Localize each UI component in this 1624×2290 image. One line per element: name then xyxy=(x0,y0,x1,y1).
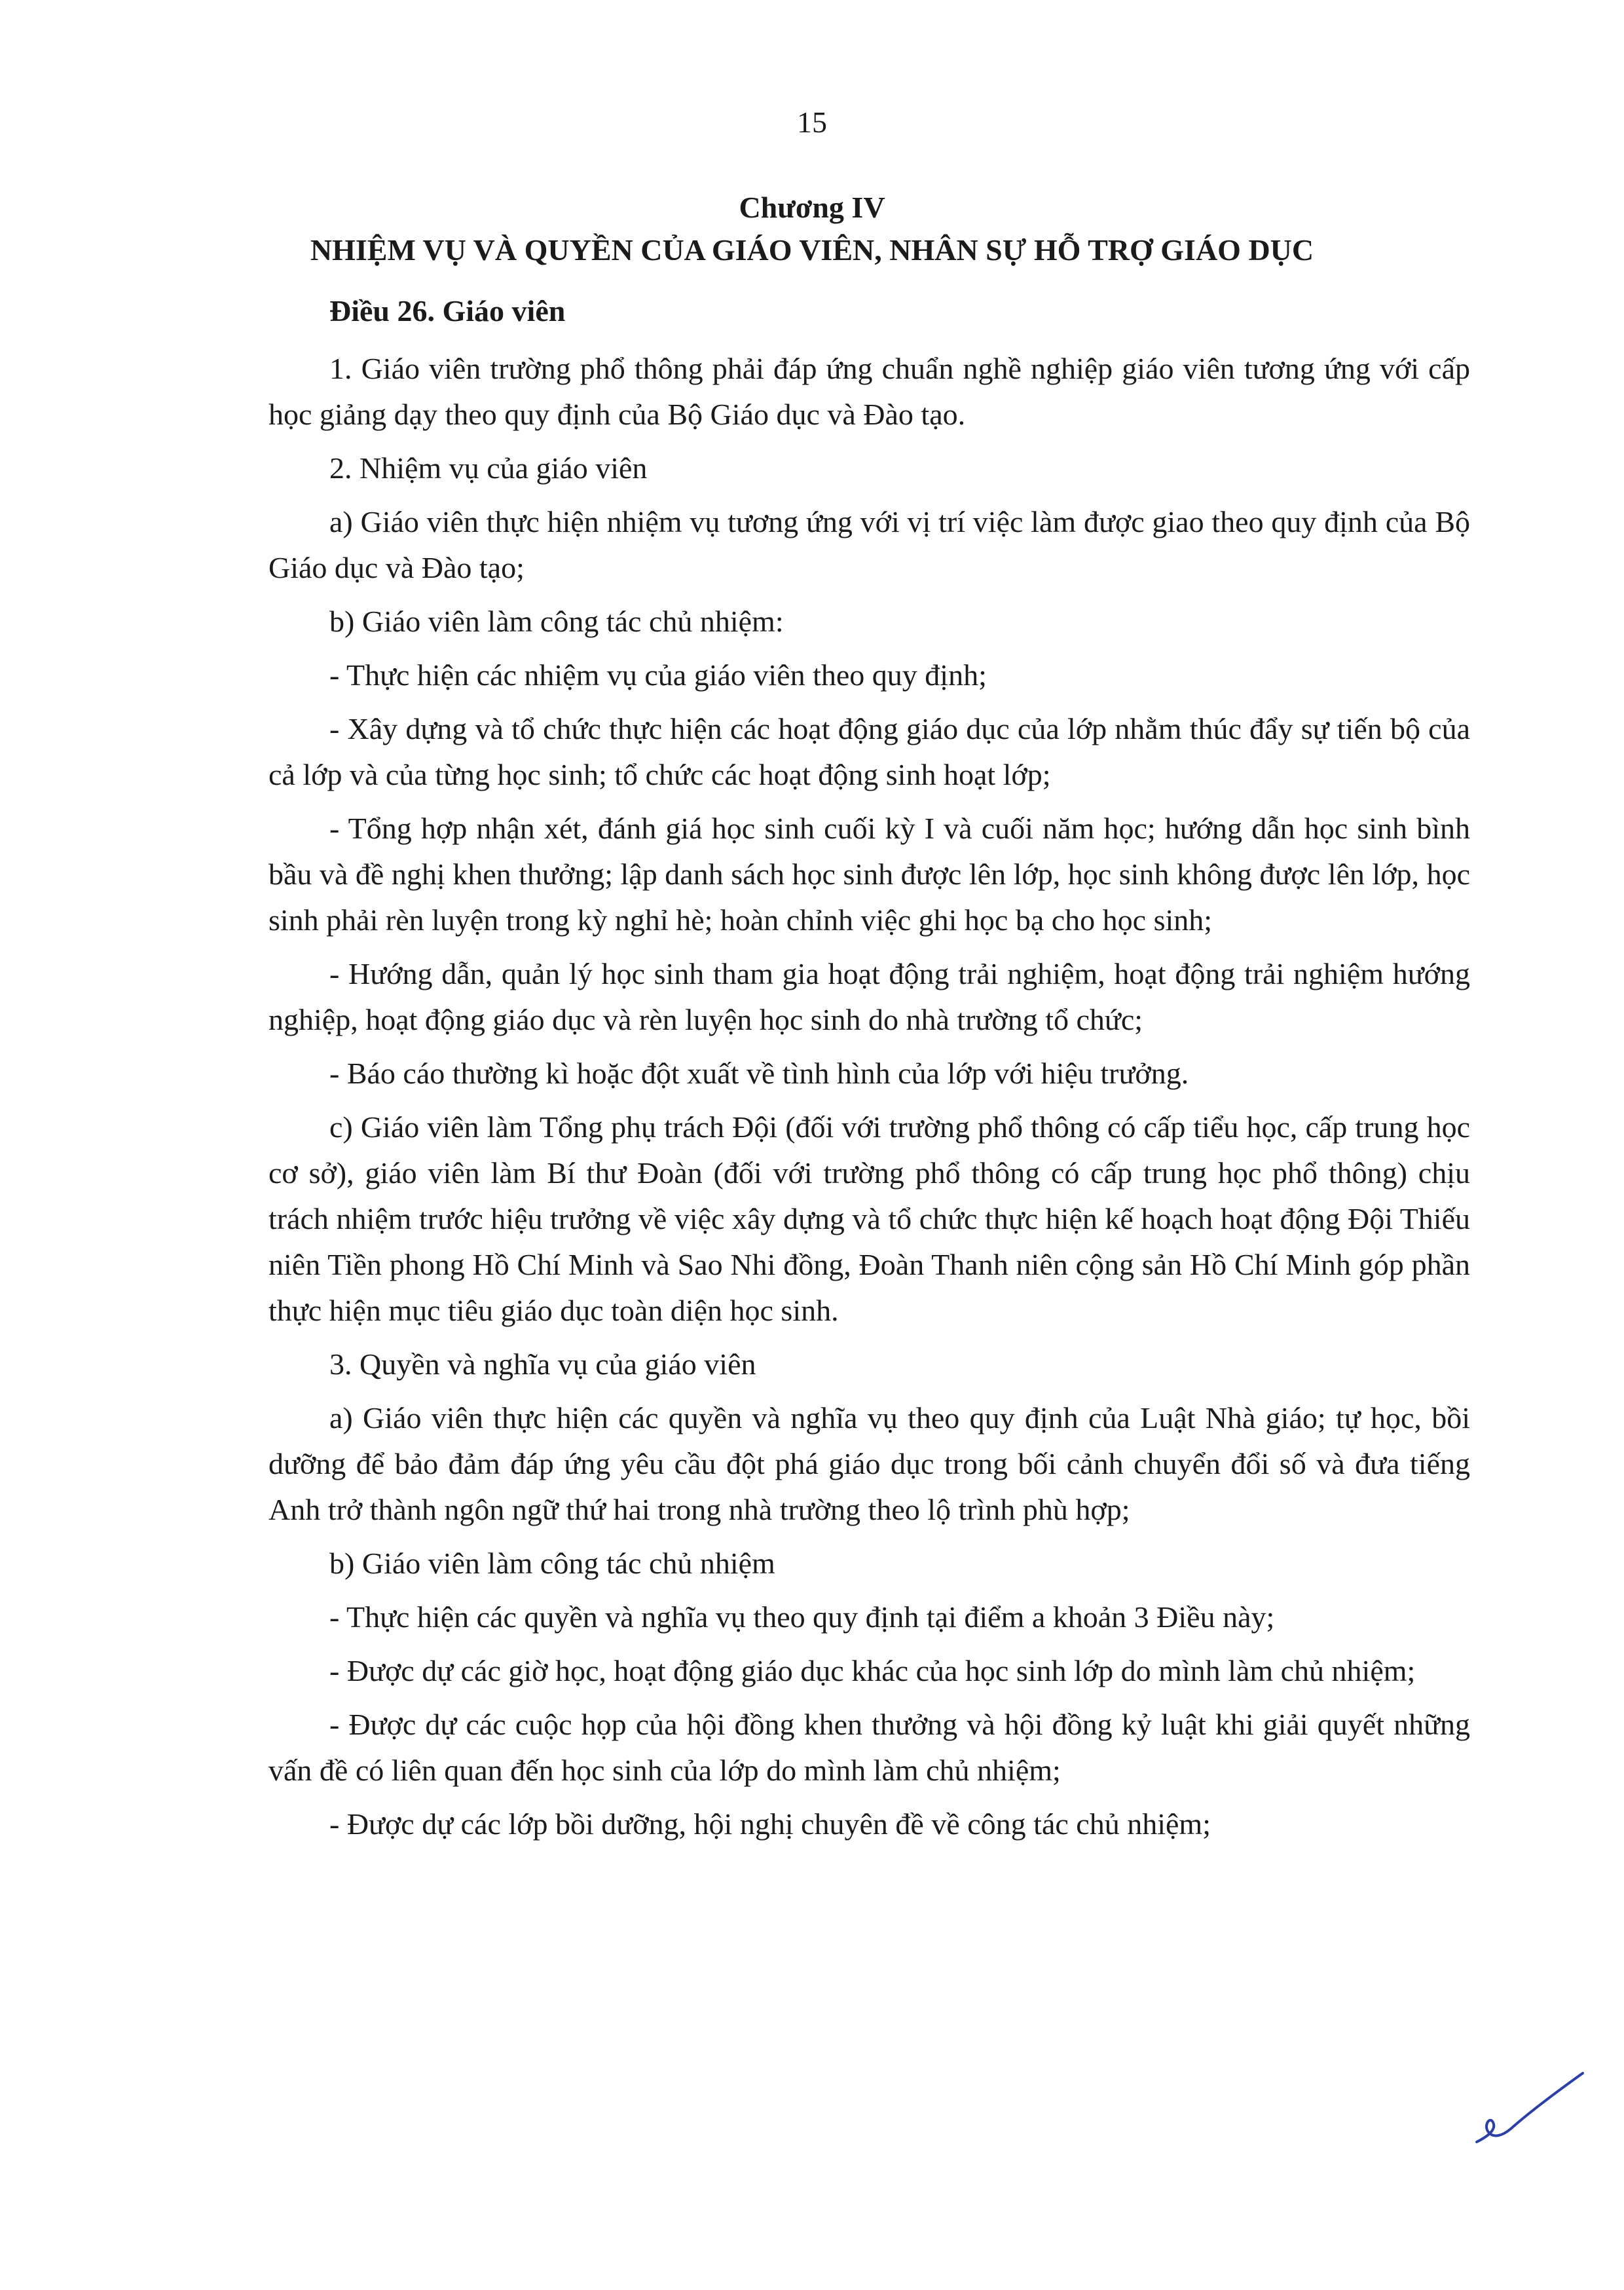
paragraph: a) Giáo viên thực hiện các quyền và nghĩa vụ theo quy định của Luật Nhà giáo; tự học, bồi dưỡng để bảo đảm đáp ứng yêu cầu đột phá giáo dục trong bối cảnh chuyển đổi số và đưa tiếng Anh trở thành ngôn ngữ thứ hai trong nhà trường theo lộ trình phù hợp; xyxy=(268,1401,1470,1526)
chapter-heading: Chương IV xyxy=(739,191,885,224)
paragraph: - Thực hiện các nhiệm vụ của giáo viên theo quy định; xyxy=(329,658,987,692)
paragraph: - Tổng hợp nhận xét, đánh giá học sinh cuối kỳ I và cuối năm học; hướng dẫn học sinh bình bầu và đề nghị khen thưởng; lập danh sách học sinh được lên lớp, học sinh không được lên lớp, học sinh phải rèn luyện trong kỳ nghỉ hè; hoàn chỉnh việc ghi học bạ cho học sinh; xyxy=(268,812,1470,937)
paragraph: - Xây dựng và tổ chức thực hiện các hoạt động giáo dục của lớp nhằm thúc đẩy sự tiến bộ của cả lớp và của từng học sinh; tổ chức các hoạt động sinh hoạt lớp; xyxy=(268,712,1470,791)
paragraph: - Được dự các giờ học, hoạt động giáo dục khác của học sinh lớp do mình làm chủ nhiệm; xyxy=(329,1654,1416,1687)
document-body xyxy=(268,346,1470,1855)
chapter-title: NHIỆM VỤ VÀ QUYỀN CỦA GIÁO VIÊN, NHÂN SỰ HỖ TRỢ GIÁO DỤC xyxy=(310,233,1314,267)
paragraph: b) Giáo viên làm công tác chủ nhiệm: xyxy=(329,605,784,638)
page-number: 15 xyxy=(797,105,827,139)
paragraph: b) Giáo viên làm công tác chủ nhiệm xyxy=(329,1547,775,1580)
paragraph: a) Giáo viên thực hiện nhiệm vụ tương ứng với vị trí việc làm được giao theo quy định của Bộ Giáo dục và Đào tạo; xyxy=(268,505,1470,584)
paragraph: - Hướng dẫn, quản lý học sinh tham gia hoạt động trải nghiệm, hoạt động trải nghiệm hướng nghiệp, hoạt động giáo dục và rèn luyện học sinh do nhà trường tổ chức; xyxy=(268,957,1470,1036)
initials-signature xyxy=(1470,2063,1588,2149)
paragraph: c) Giáo viên làm Tổng phụ trách Đội (đối với trường phổ thông có cấp tiểu học, cấp trung học cơ sở), giáo viên làm Bí thư Đoàn (đối với trường phổ thông có cấp trung học phổ thông) chịu trách nhiệm trước hiệu trưởng về việc xây dựng và tổ chức thực hiện kế hoạch hoạt động Đội Thiếu niên Tiền phong Hồ Chí Minh và Sao Nhi đồng, Đoàn Thanh niên cộng sản Hồ Chí Minh góp phần thực hiện mục tiêu giáo dục toàn diện học sinh. xyxy=(268,1110,1470,1327)
paragraph: - Thực hiện các quyền và nghĩa vụ theo quy định tại điểm a khoản 3 Điều này; xyxy=(329,1600,1275,1634)
paragraph: 3. Quyền và nghĩa vụ của giáo viên xyxy=(329,1347,756,1381)
paragraph: - Được dự các lớp bồi dưỡng, hội nghị chuyên đề về công tác chủ nhiệm; xyxy=(329,1807,1211,1841)
paragraph: - Báo cáo thường kì hoặc đột xuất về tình hình của lớp với hiệu trưởng. xyxy=(329,1057,1189,1090)
paragraph: - Được dự các cuộc họp của hội đồng khen thưởng và hội đồng kỷ luật khi giải quyết những vấn đề có liên quan đến học sinh của lớp do mình làm chủ nhiệm; xyxy=(268,1708,1470,1787)
paragraph: 2. Nhiệm vụ của giáo viên xyxy=(329,451,648,485)
article-title: Điều 26. Giáo viên xyxy=(329,294,566,328)
paragraph: 1. Giáo viên trường phổ thông phải đáp ứng chuẩn nghề nghiệp giáo viên tương ứng với cấp học giảng dạy theo quy định của Bộ Giáo dục và Đào tạo. xyxy=(268,352,1470,431)
